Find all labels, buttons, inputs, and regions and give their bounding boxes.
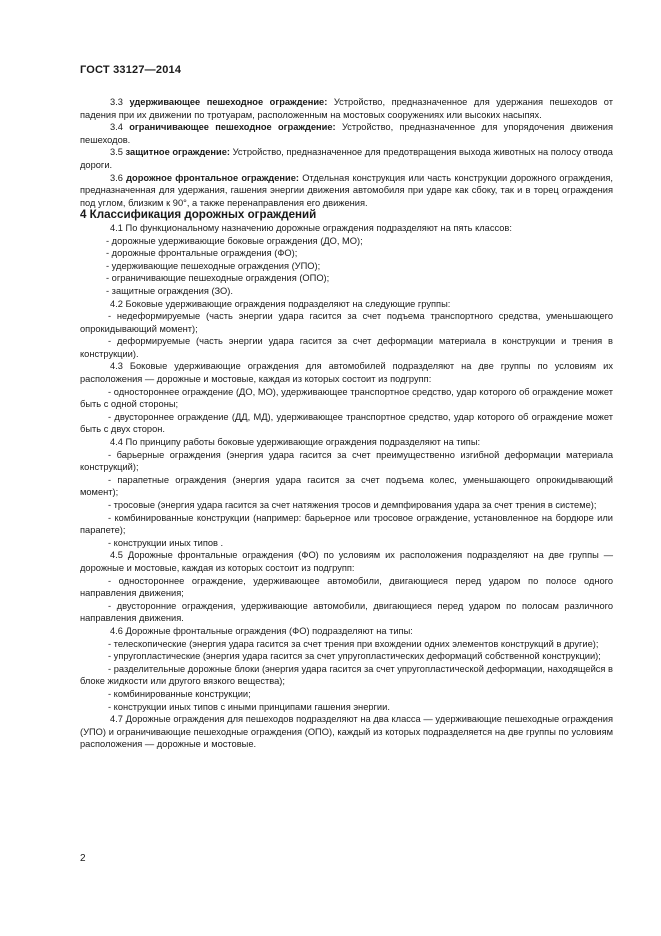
list-item: - дорожные удерживающие боковые ограждения (ДО, МО);: [106, 235, 363, 246]
list-item: - одностороннее ограждение, удерживающее автомобили, двигающиеся перед ударом по полосе одного направления движения;: [80, 575, 613, 599]
paragraph-4-1: 4.1 По функциональному назначению дорожные ограждения подразделяют на пять классов:: [110, 222, 512, 233]
list-item: - барьерные ограждения (энергия удара гасится за счет преимущественно изгибной деформации материала конструкций);: [80, 449, 613, 473]
paragraph-4-7: 4.7 Дорожные ограждения для пешеходов подразделяют на два класса — удерживающие пешеходные ограждения (УПО) и ограничивающие пешеходные ограждения (ОПО), каждый из которых подразделяется на две группы по условиям расположения — дорожные и мостовые.: [80, 714, 613, 750]
list-item: - упругопластические (энергия удара гасится за счет упругопластических деформаций собственной конструкции);: [108, 651, 601, 662]
list-item: - парапетные ограждения (энергия удара гасится за счет подъема колес, уменьшающего опрокидывающий момент);: [80, 474, 613, 498]
paragraph-4-3: 4.3 Боковые удерживающие ограждения для автомобилей подразделяют на две группы по условиям их расположения — дорожные и мостовые, каждая из которых состоит из подгрупп:: [80, 361, 613, 385]
list-item: - дорожные фронтальные ограждения (ФО);: [106, 248, 298, 259]
paragraph-4-4: 4.4 По принципу работы боковые удерживающие ограждения подразделяют на типы:: [110, 437, 481, 448]
list-item: - одностороннее ограждение (ДО, МО), удерживающее транспортное средство, удар которого об ограждение может быть с одной стороны;: [80, 386, 613, 410]
definition-3-4: 3.4 ограничивающее пешеходное ограждение: Устройство, предназначенное для упорядочения движения пешеходов.: [80, 122, 613, 145]
page-number: 2: [80, 853, 86, 864]
list-item: - конструкции иных типов .: [108, 537, 224, 548]
paragraph-4-6: 4.6 Дорожные фронтальные ограждения (ФО) подразделяют на типы:: [110, 625, 413, 636]
list-item: - удерживающие пешеходные ограждения (УПО);: [106, 260, 321, 271]
list-item: - тросовые (энергия удара гасится за счет натяжения тросов и демпфирования удара за счет трения в системе);: [108, 500, 597, 510]
definition-3-6: 3.6 дорожное фронтальное ограждение: Отдельная конструкция или часть конструкции дорожного ограждения, предназначенная для удержания, гашения энергии движения автомобиля при ударе как сбоку, так и в торец ограждения под углом, близким к 90°, а также перенаправления его движения.: [80, 172, 613, 208]
list-item: - недеформируемые (часть энергии удара гасится за счет подъема транспортного средства, уменьшающего опрокидывающий момент);: [80, 311, 613, 334]
list-item: - ограничивающие пешеходные ограждения (ОПО);: [106, 273, 330, 284]
definition-3-5: 3.5 защитное ограждение: Устройство, предназначенное для предотвращения выхода животных на полосу отвода дороги.: [80, 147, 613, 170]
list-item: - телескопические (энергия удара гасится за счет трения при вхождении одних элементов конструкций в другие);: [108, 638, 599, 649]
section-title: 4 Классификация дорожных ограждений: [80, 208, 317, 222]
list-item: - деформируемые (часть энергии удара гасится за счет деформации материала в конструкции и трения в конструкции).: [80, 336, 613, 359]
list-item: - комбинированные конструкции;: [108, 688, 251, 699]
list-item: - разделительные дорожные блоки (энергия удара гасится за счет упругопластической деформации, находящейся в блоке жидкости или другого вязкого вещества);: [80, 663, 613, 687]
paragraph-4-2: 4.2 Боковые удерживающие ограждения подразделяют на следующие группы:: [110, 298, 451, 309]
list-item: - конструкции иных типов с иными принципами гашения энергии.: [108, 701, 390, 712]
list-item: - двустороннее ограждение (ДД, МД), удерживающее транспортное средство, удар которого об ограждение может быть с двух сторон.: [80, 411, 613, 435]
document-body: [80, 96, 613, 751]
list-item: - комбинированные конструкции (например: барьерное или тросовое ограждение, установленное на бордюре или парапете);: [80, 512, 613, 536]
definition-3-3: 3.3 удерживающее пешеходное ограждение: Устройство, предназначенное для удержания пешеходов от падения при их движении по тротуарам, расположенным на мостовых сооружениях или высоких насыпях.: [80, 97, 613, 120]
list-item: - двусторонние ограждения, удерживающие автомобили, двигающиеся перед ударом по полосам различного направления движения.: [80, 600, 613, 624]
document-header: ГОСТ 33127—2014: [80, 64, 182, 76]
list-item: - защитные ограждения (ЗО).: [106, 285, 233, 296]
paragraph-4-5: 4.5 Дорожные фронтальные ограждения (ФО) по условиям их расположения подразделяют на две группы — дорожные и мостовые, каждая из которых состоит из подгрупп:: [80, 550, 613, 573]
